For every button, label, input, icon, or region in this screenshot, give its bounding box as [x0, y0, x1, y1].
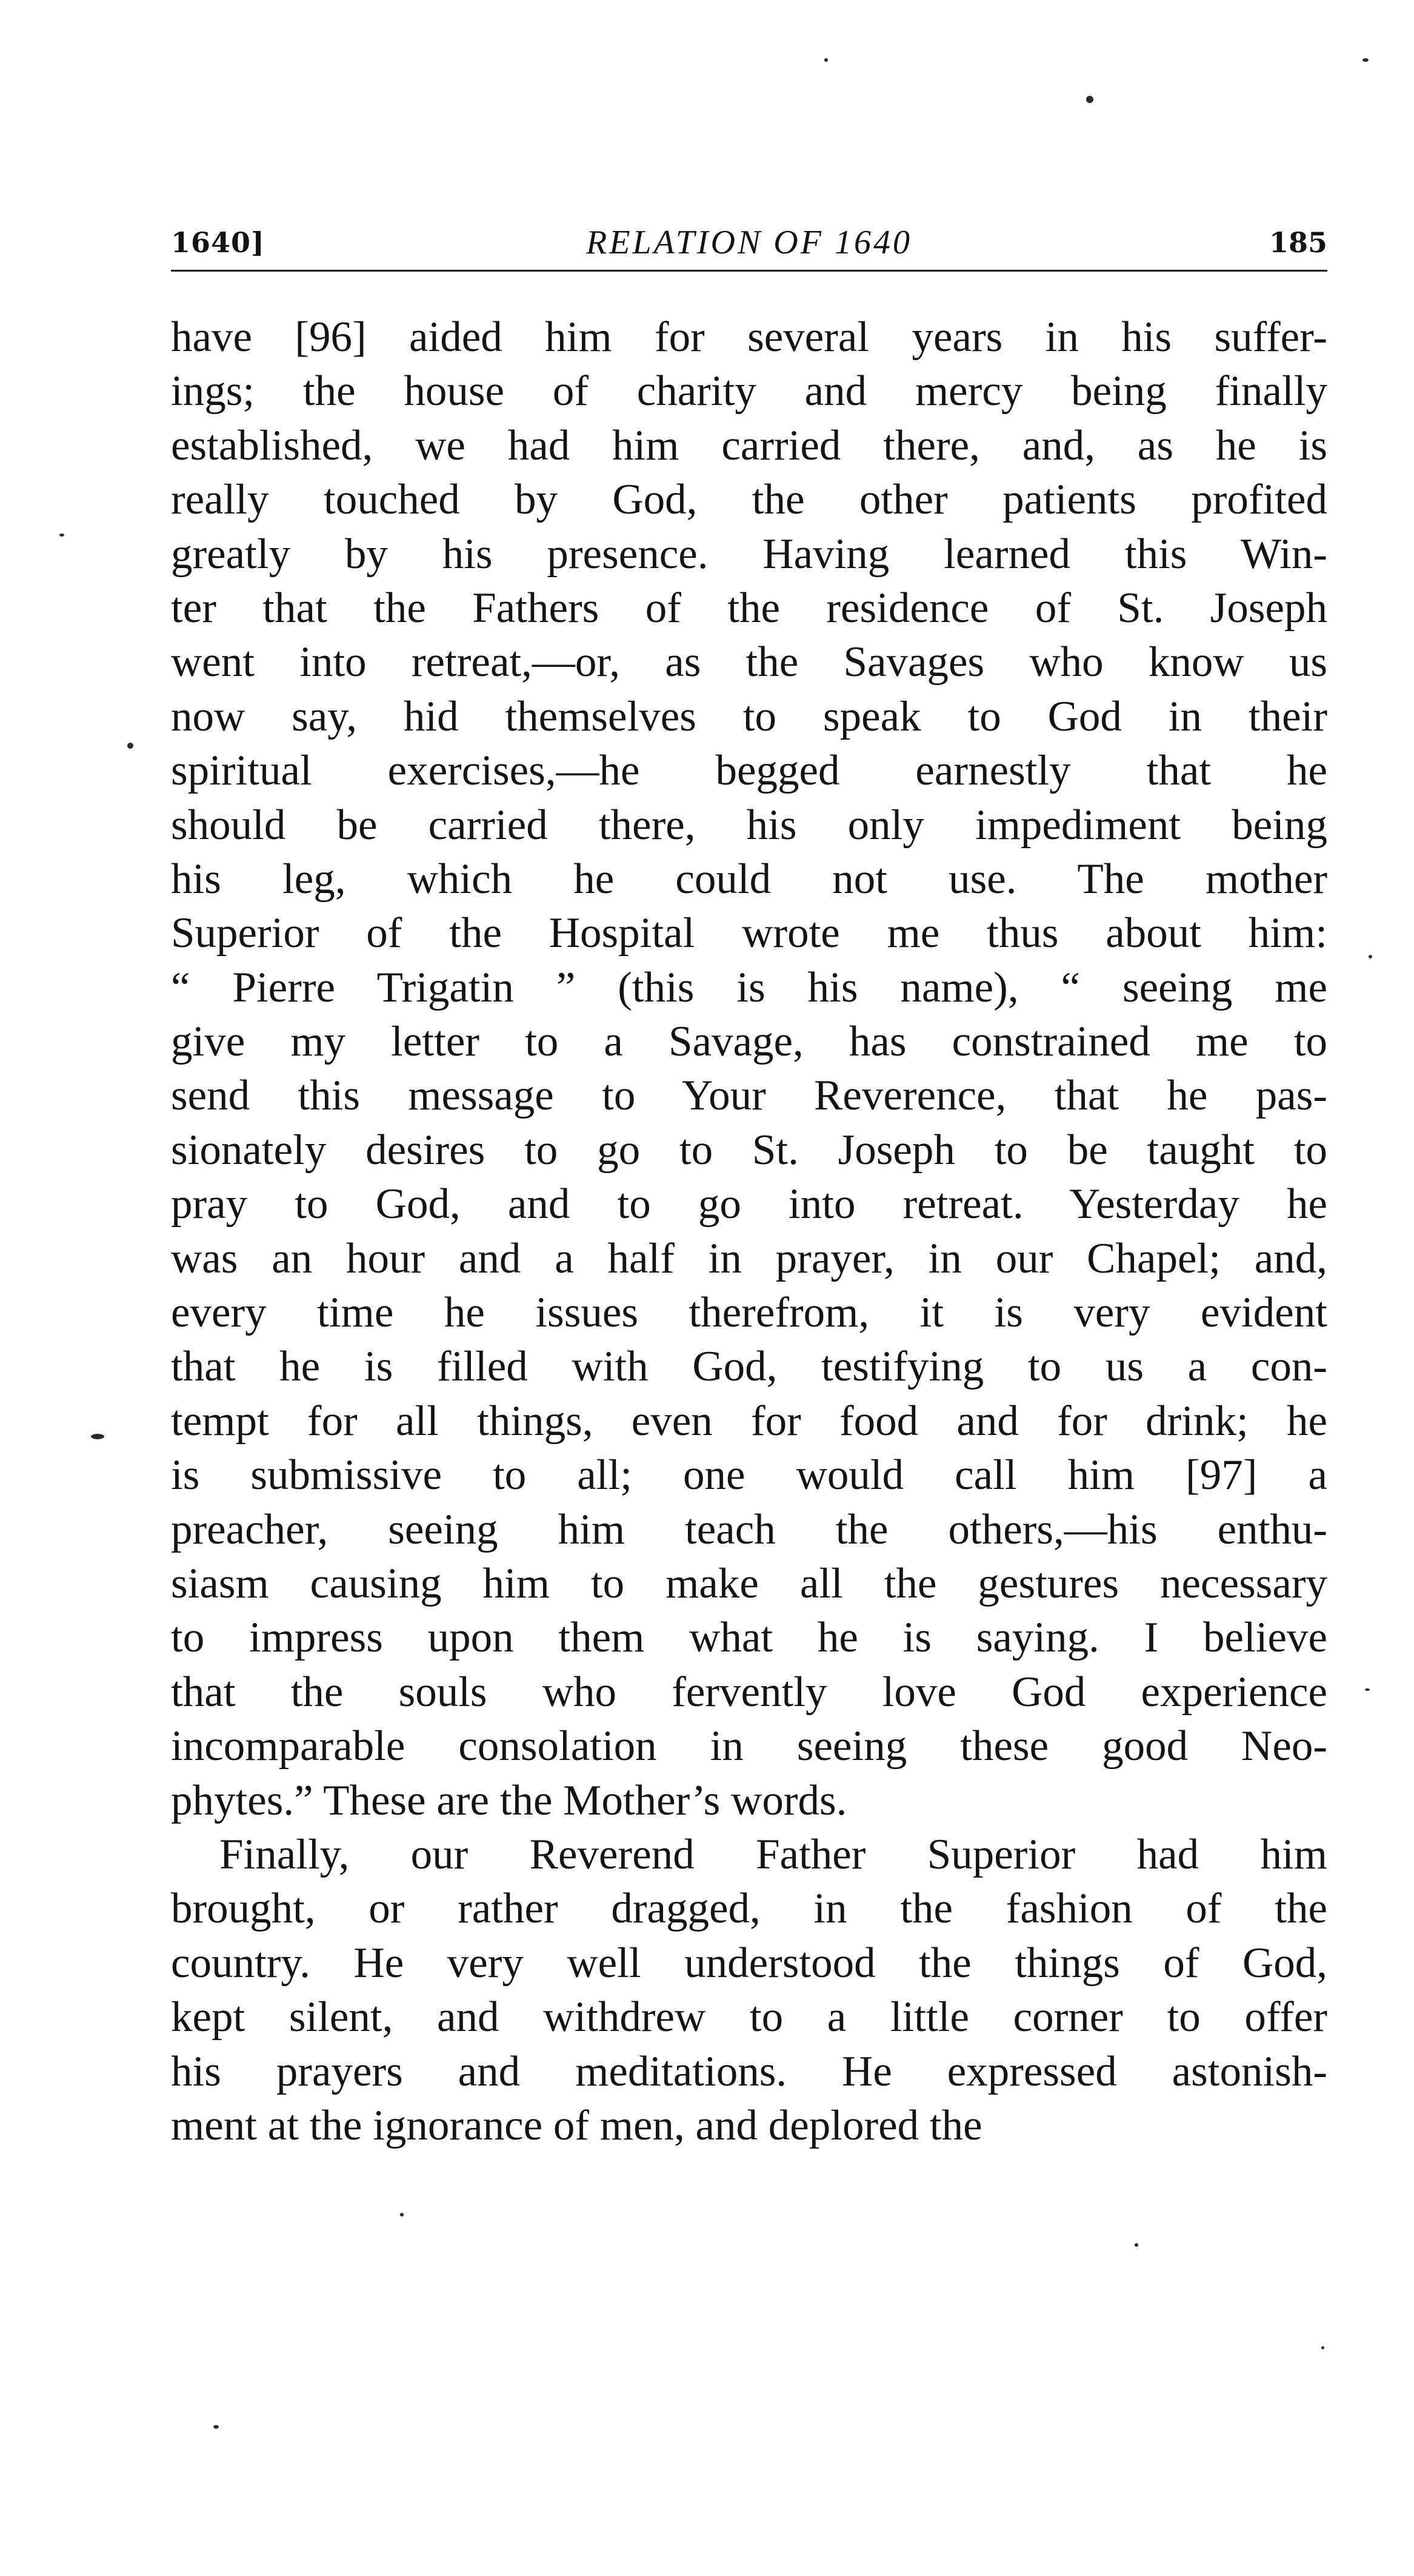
- scan-speck: [824, 58, 828, 62]
- running-title: RELATION OF 1640: [586, 224, 912, 261]
- text-line: Finally, our Reverend Father Superior had him: [219, 1830, 1327, 1878]
- text-line: have [96] aided him for several years in his suffer-: [171, 313, 1327, 361]
- text-line: that he is filled with God, testifying to us a con-: [171, 1343, 1327, 1391]
- text-line: give my letter to a Savage, has constrained me to: [171, 1018, 1327, 1066]
- page-number: 185: [1269, 226, 1327, 259]
- text-line: ter that the Fathers of the residence of St. Joseph: [171, 584, 1327, 632]
- scan-speck: [1362, 58, 1369, 62]
- text-line: send this message to Your Reverence, that he pas-: [171, 1072, 1327, 1120]
- scan-speck: [1135, 2243, 1138, 2247]
- scan-speck: [1321, 2346, 1324, 2349]
- text-line: greatly by his presence. Having learned this Win-: [171, 530, 1327, 578]
- text-line: should be carried there, his only impediment being: [171, 801, 1327, 849]
- text-line: preacher, seeing him teach the others,—his enthu-: [171, 1505, 1327, 1553]
- running-header: [171, 218, 1327, 267]
- text-line: kept silent, and withdrew to a little corner to offer: [171, 1993, 1327, 2041]
- text-line: that the souls who fervently love God experience: [171, 1668, 1327, 1716]
- scan-speck: [213, 2425, 219, 2429]
- text-line: to impress upon them what he is saying. I believe: [171, 1614, 1327, 1662]
- scan-speck: [59, 534, 64, 537]
- text-line: every time he issues therefrom, it is very evident: [171, 1289, 1327, 1337]
- text-line: his leg, which he could not use. The mother: [171, 855, 1327, 903]
- text-line: Superior of the Hospital wrote me thus about him:: [171, 909, 1327, 957]
- scan-speck: [1365, 1688, 1370, 1691]
- text-line: siasm causing him to make all the gestures necessary: [171, 1559, 1327, 1607]
- text-line: incomparable consolation in seeing these good Neo-: [171, 1722, 1327, 1770]
- text-line: was an hour and a half in prayer, in our Chapel; and,: [171, 1234, 1327, 1282]
- text-line: brought, or rather dragged, in the fashion of the: [171, 1885, 1327, 1933]
- scan-speck: [400, 2213, 404, 2216]
- text-line: is submissive to all; one would call him [97] a: [171, 1451, 1327, 1499]
- text-line: really touched by God, the other patients profited: [171, 476, 1327, 524]
- text-line: sionately desires to go to St. Joseph to be taught to: [171, 1126, 1327, 1174]
- text-line: spiritual exercises,—he begged earnestly that he: [171, 747, 1327, 795]
- scan-speck: [127, 743, 133, 749]
- text-line: tempt for all things, even for food and for drink; he: [171, 1397, 1327, 1445]
- header-rule: [171, 270, 1327, 272]
- header-year: 1640]: [171, 226, 265, 259]
- text-line: established, we had him carried there, and, as he is: [171, 421, 1327, 469]
- text-line: pray to God, and to go into retreat. Yesterday he: [171, 1180, 1327, 1228]
- scan-speck: [1086, 96, 1093, 103]
- text-line: “ Pierre Trigatin ” (this is his name), “ seeing me: [171, 963, 1327, 1011]
- text-line: went into retreat,—or, as the Savages who know us: [171, 638, 1327, 686]
- scan-speck: [1369, 955, 1372, 958]
- text-line: country. He very well understood the things of God,: [171, 1939, 1327, 1987]
- scan-speck: [91, 1434, 104, 1439]
- text-line: ings; the house of charity and mercy being finally: [171, 367, 1327, 415]
- text-line: now say, hid themselves to speak to God in their: [171, 692, 1327, 740]
- text-line: phytes.” These are the Mother’s words.: [171, 1776, 847, 1824]
- body-text: [171, 310, 1327, 2153]
- text-line: ment at the ignorance of men, and deplored the: [171, 2101, 982, 2149]
- text-line: his prayers and meditations. He expressed astonish-: [171, 2047, 1327, 2095]
